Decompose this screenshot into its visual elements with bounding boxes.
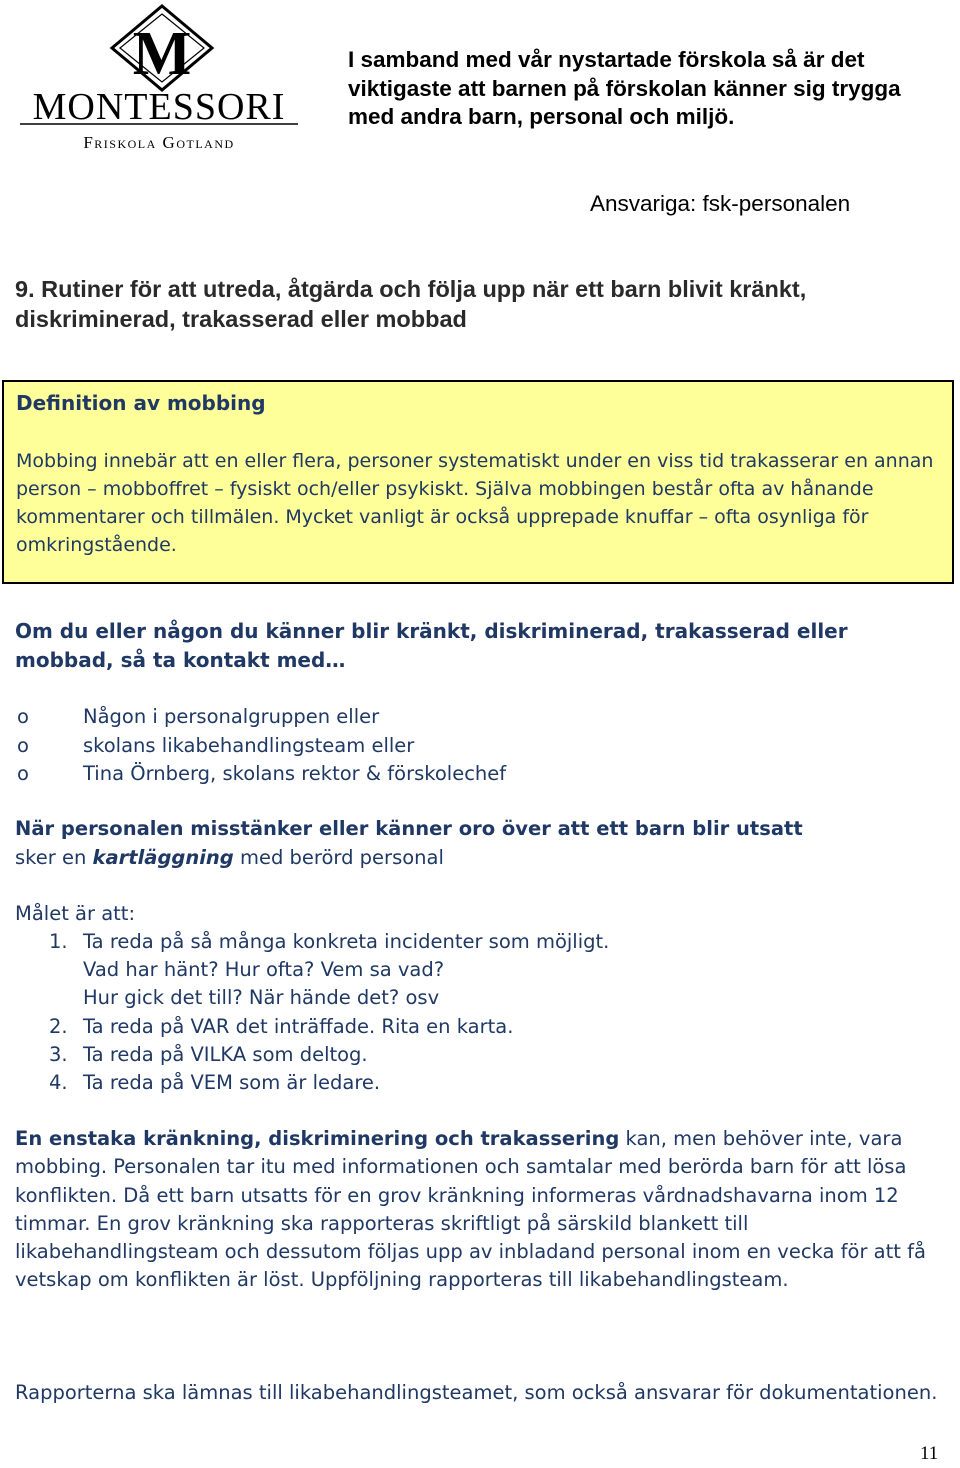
monogram-emblem [112,6,212,90]
bullet: o [17,733,29,757]
goal-text: Ta reda på så många konkreta incidenter som möjligt. [83,930,610,953]
single-incident-rest: kan, men behöver inte, vara mobbing. Personalen tar itu med informationen och samtalar med berörda barn för att lösa konflikten. Då ett barn utsatts för en grov kränkning informeras vårdnadshavarna inom 12 timmar. En grov kränkning ska rapporteras skriftligt på särskild blankett till likabehandlingsteam och dessutom följas upp av inbladand personal inom en vecka för att få vetskap om konflikten är löst. Uppföljning rapporteras till likabehandlingsteam. [15,1127,926,1292]
list-item [15,703,950,732]
goal-list [15,928,950,1097]
logo-wordmark: MONTESSORI [32,86,286,128]
suspicion-post: med berörd personal [233,845,444,869]
list-item [15,732,950,761]
suspicion-bold: När personalen misstänker eller känner oro över att ett barn blir utsatt [15,817,803,840]
definition-text: Mobbing innebär att en eller flera, personer systematiskt under en viss tid trakasserar en annan person – mobboffret – fysiskt och/eller psykiskt. Själva mobbingen består ofta av hånande kommentarer och tillmälen. Mycket vanligt är också upprepade knuffar – ofta osynliga för omkringstående. [16,450,934,556]
single-incident-paragraph [15,1125,950,1295]
logo-subtitle: Friskola Gotland [83,133,235,152]
list-item [15,1041,950,1069]
suspicion-paragraph [15,815,950,872]
contact-text: Tina Örnberg, skolans rektor & förskolechef [83,762,507,785]
responsible-line: Ansvariga: fsk-personalen [590,191,851,216]
goal-text: Ta reda på VEM som är ledare. [83,1071,381,1095]
goal-intro: Målet är att: [15,902,136,925]
goal-number: 3. [49,1042,68,1066]
bullet: o [17,705,29,728]
page-number: 11 [920,1443,939,1464]
goal-text: Ta reda på VAR det inträffade. Rita en karta. [83,1014,514,1038]
montessori-logo-graphic [14,2,304,154]
suspicion-pre: sker en [15,845,93,869]
section-heading: 9. Rutiner för att utreda, åtgärda och följa upp när ett barn blivit kränkt, diskriminerad, trakasserad eller mobbad [15,276,807,332]
single-incident-bold: En enstaka kränkning, diskriminering och trakassering [15,1127,620,1150]
goal-number: 1. [49,930,68,953]
list-item [15,1013,950,1041]
logo-monogram: M [132,20,192,88]
contact-list [15,703,950,789]
bullet: o [17,762,29,785]
list-item [15,984,950,1012]
definition-title: Definition av mobbing [16,391,266,415]
list-item [15,760,950,789]
goal-text: Ta reda på VILKA som deltog. [83,1042,368,1066]
goal-text: Vad har hänt? Hur ofta? Vem sa vad? [83,958,445,982]
report-note: Rapporterna ska lämnas till likabehandlingsteamet, som också ansvarar för dokumentationen. [15,1381,938,1404]
school-logo [14,2,304,154]
contact-text: Någon i personalgruppen eller [83,705,380,728]
intro-statement: I samband med vår nystartade förskola så är det viktigaste att barnen på förskolan känner sig trygga med andra barn, personal och miljö. [348,47,901,129]
contact-heading: Om du eller någon du känner blir kränkt, diskriminerad, trakasserad eller mobbad, så ta kontakt med… [15,619,848,672]
goal-number: 2. [49,1014,68,1038]
suspicion-emphasis: kartläggning [92,845,234,869]
goal-number: 4. [49,1071,68,1095]
list-item [15,1069,950,1097]
list-item [15,928,950,956]
list-item [15,956,950,984]
contact-text: skolans likabehandlingsteam eller [83,733,415,757]
goal-text: Hur gick det till? När hände det? osv [83,986,440,1010]
